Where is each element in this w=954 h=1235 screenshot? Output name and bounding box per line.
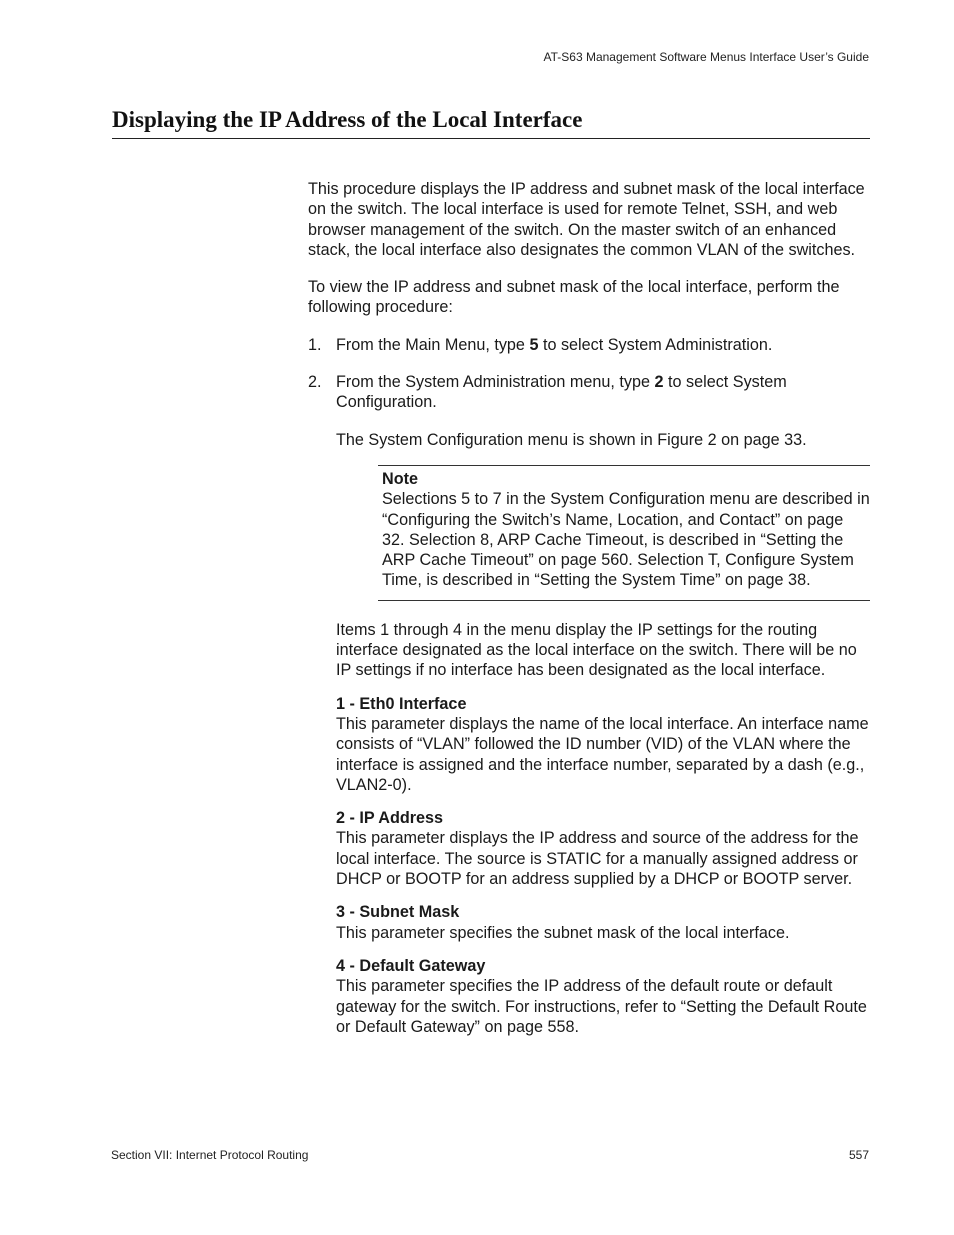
param-eth0-interface (336, 694, 870, 795)
step-text: From the System Administration menu, type (336, 373, 655, 392)
param-heading: 3 - Subnet Mask (336, 903, 460, 922)
items-intro-paragraph: Items 1 through 4 in the menu display the IP settings for the routing interface designated as the local interface on the switch. There will be no IP settings if no interface has been designated as the local interface. (336, 620, 857, 680)
step-text: to select System Administration. (538, 335, 773, 354)
step-details (308, 430, 870, 1037)
page-title: Displaying the IP Address of the Local Interface (112, 107, 870, 139)
param-description: This parameter specifies the IP address of the default route or default gateway for the switch. For instructions, refer to “Setting the Default Route or Default Gateway” on page 558. (336, 977, 867, 1036)
param-subnet-mask (336, 902, 870, 943)
footer-section: Section VII: Internet Protocol Routing (111, 1148, 309, 1162)
param-description: This parameter displays the name of the local interface. An interface name consists of “VLAN” followed the ID number (VID) of the VLAN where the interface is assigned and the interface number, separated by a dash (e.g., VLAN2-0). (336, 714, 869, 794)
param-heading: 1 - Eth0 Interface (336, 694, 467, 713)
step-text: From the Main Menu, type (336, 335, 530, 354)
param-heading: 4 - Default Gateway (336, 956, 486, 975)
body-content (308, 179, 870, 1050)
step-key: 5 (529, 335, 539, 354)
step-1 (308, 335, 870, 355)
note-box (378, 465, 870, 601)
running-footer (111, 1148, 869, 1162)
page-number: 557 (848, 1148, 869, 1162)
running-header: AT-S63 Management Software Menus Interface User’s Guide (543, 50, 869, 64)
step-text: to select System Configuration. (336, 373, 787, 412)
step-number: 1. (308, 335, 322, 354)
note-text: Selections 5 to 7 in the System Configuration menu are described in “Configuring the Switch’s Name, Location, and Contact” on page 32. Selection 8, ARP Cache Timeout, is described in “Setting the ARP Cache Timeout” on page 560. Selection T, Configure System Time, is described in “Setting the System Time” on page 38. (382, 490, 870, 590)
param-heading: 2 - IP Address (336, 809, 444, 828)
param-ip-address (336, 808, 870, 889)
intro-paragraph-2: To view the IP address and subnet mask of the local interface, perform the following procedure: (308, 278, 840, 317)
param-default-gateway (336, 956, 870, 1037)
note-label: Note (382, 469, 418, 488)
menu-reference-text: The System Configuration menu is shown in Figure 2 on page 33. (336, 430, 807, 449)
param-description: This parameter displays the IP address and source of the address for the local interface. The source is STATIC for a manually assigned address or DHCP or BOOTP for an address supplied by a DHCP or BOOTP server. (336, 829, 859, 889)
procedure-steps (308, 335, 870, 413)
step-key: 2 (654, 373, 664, 392)
step-number: 2. (308, 373, 322, 392)
param-description: This parameter specifies the subnet mask of the local interface. (336, 923, 790, 942)
step-2 (308, 372, 870, 413)
intro-paragraph-1: This procedure displays the IP address and subnet mask of the local interface on the switch. The local interface is used for remote Telnet, SSH, and web browser management of the switch. On the master switch of an enhanced stack, the local interface also designates the common VLAN of the switches. (308, 180, 865, 259)
